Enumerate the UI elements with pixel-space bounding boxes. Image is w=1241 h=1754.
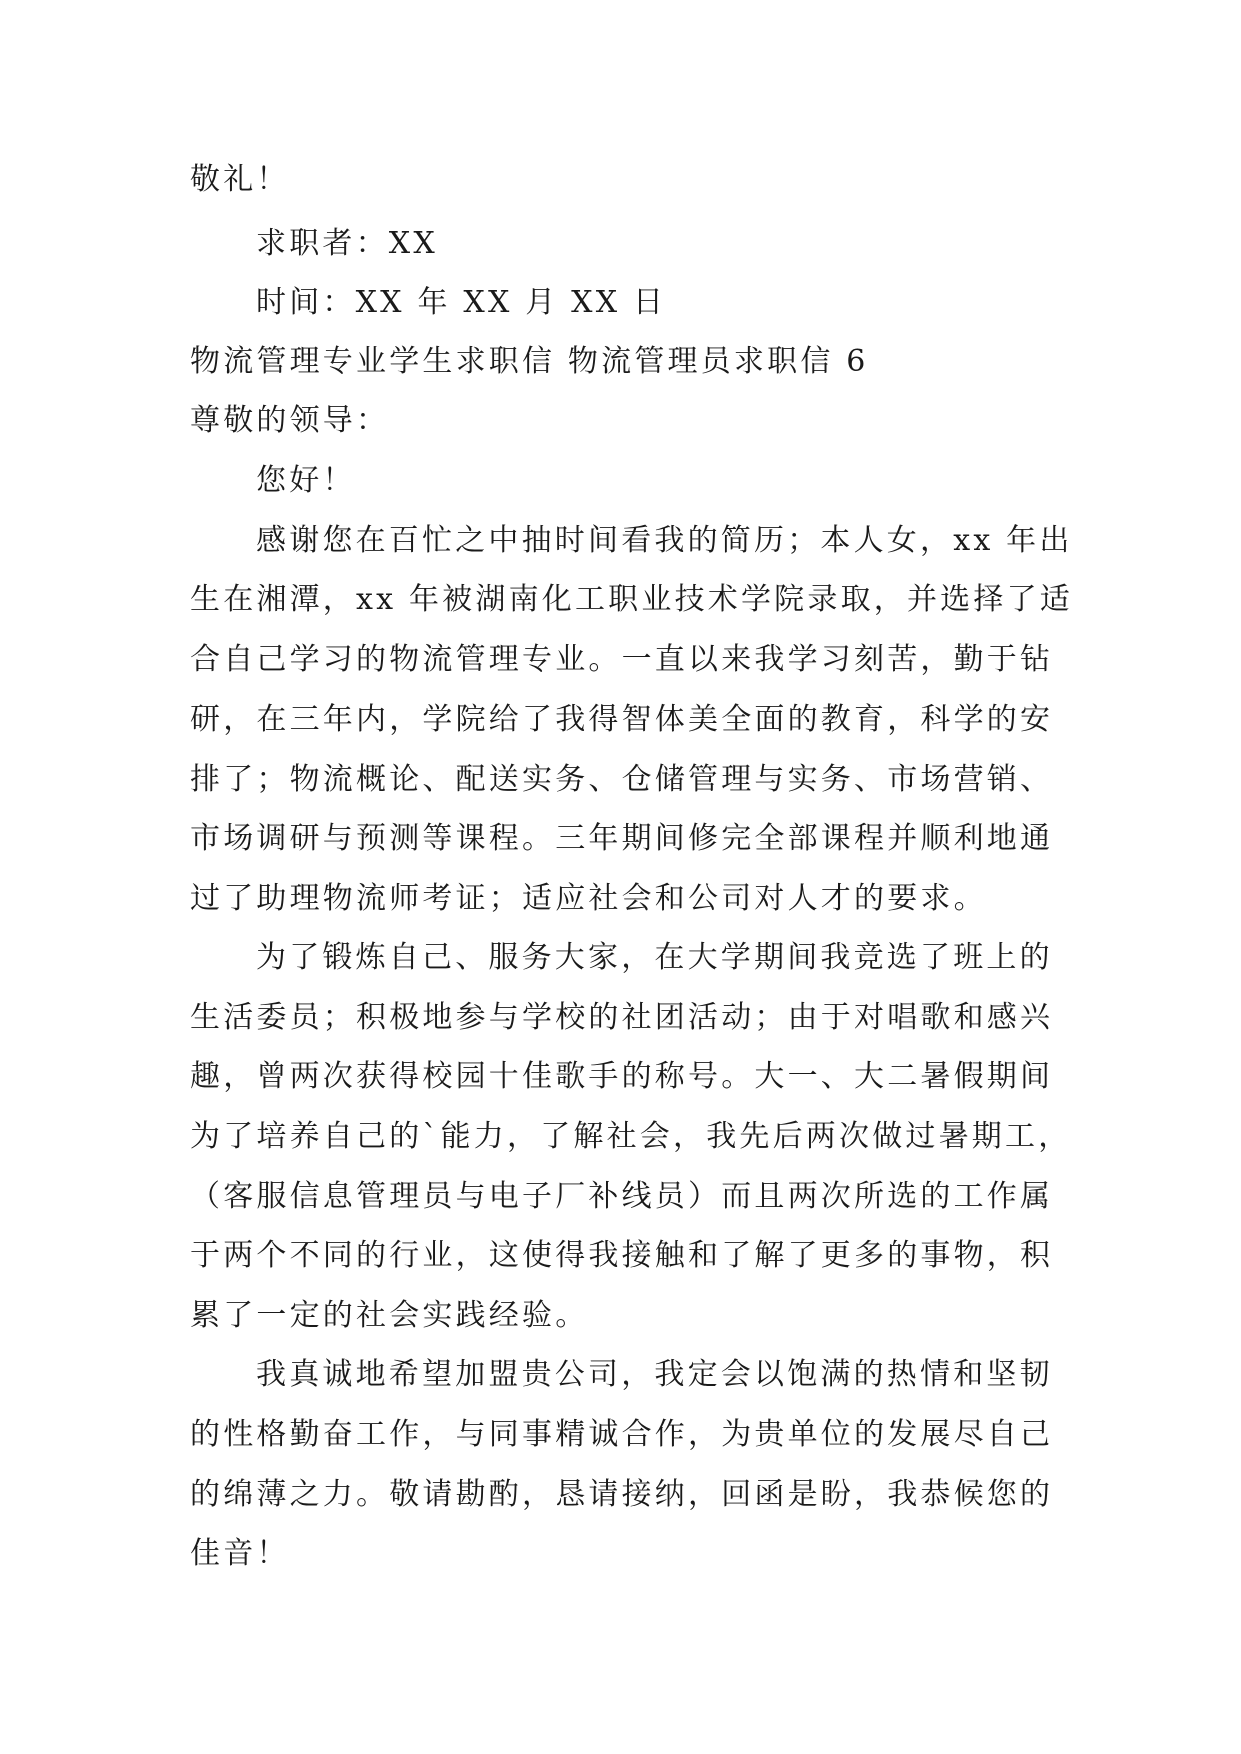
paragraph-line: 研，在三年内，学院给了我得智体美全面的教育，科学的安: [190, 702, 1054, 737]
paragraph-line: 于两个不同的行业，这使得我接触和了解了更多的事物，积: [190, 1238, 1054, 1273]
paragraph-line: 生活委员；积极地参与学校的社团活动；由于对唱歌和感兴: [190, 1000, 1054, 1035]
letter-hello: 您好！: [256, 463, 356, 498]
paragraph-line: 市场调研与预测等课程。三年期间修完全部课程并顺利地通: [190, 821, 1054, 856]
letter-greeting: 尊敬的领导：: [190, 403, 390, 438]
closing-salute: 敬礼！: [190, 162, 290, 197]
paragraph-line: 排了；物流概论、配送实务、仓储管理与实务、市场营销、: [190, 762, 1054, 797]
applicant-line: 求职者：XX: [256, 226, 438, 261]
paragraph-line: 趣，曾两次获得校园十佳歌手的称号。大一、大二暑假期间: [190, 1059, 1054, 1094]
date-line: 时间：XX 年 XX 月 XX 日: [256, 285, 667, 320]
paragraph-line: 累了一定的社会实践经验。: [190, 1298, 589, 1333]
paragraph-line: 生在湘潭，xx 年被湖南化工职业技术学院录取，并选择了适: [190, 582, 1073, 617]
paragraph-line: 的性格勤奋工作，与同事精诚合作，为贵单位的发展尽自己: [190, 1417, 1054, 1452]
paragraph-line: 过了助理物流师考证；适应社会和公司对人才的要求。: [190, 881, 987, 916]
letter-title: 物流管理专业学生求职信 物流管理员求职信 6: [190, 344, 869, 379]
paragraph-line: 感谢您在百忙之中抽时间看我的简历；本人女，xx 年出: [256, 523, 1073, 558]
paragraph-line: 我真诚地希望加盟贵公司，我定会以饱满的热情和坚韧: [256, 1357, 1053, 1392]
paragraph-line: 为了锻炼自己、服务大家，在大学期间我竞选了班上的: [256, 940, 1053, 975]
paragraph-line: 为了培养自己的`能力，了解社会，我先后两次做过暑期工，: [190, 1119, 1072, 1154]
paragraph-line: （客服信息管理员与电子厂补线员）而且两次所选的工作属: [190, 1179, 1054, 1214]
paragraph-line: 的绵薄之力。敬请勘酌，恳请接纳，回函是盼，我恭候您的: [190, 1477, 1054, 1512]
paragraph-line: 合自己学习的物流管理专业。一直以来我学习刻苦，勤于钻: [190, 642, 1054, 677]
paragraph-line: 佳音！: [190, 1536, 290, 1571]
